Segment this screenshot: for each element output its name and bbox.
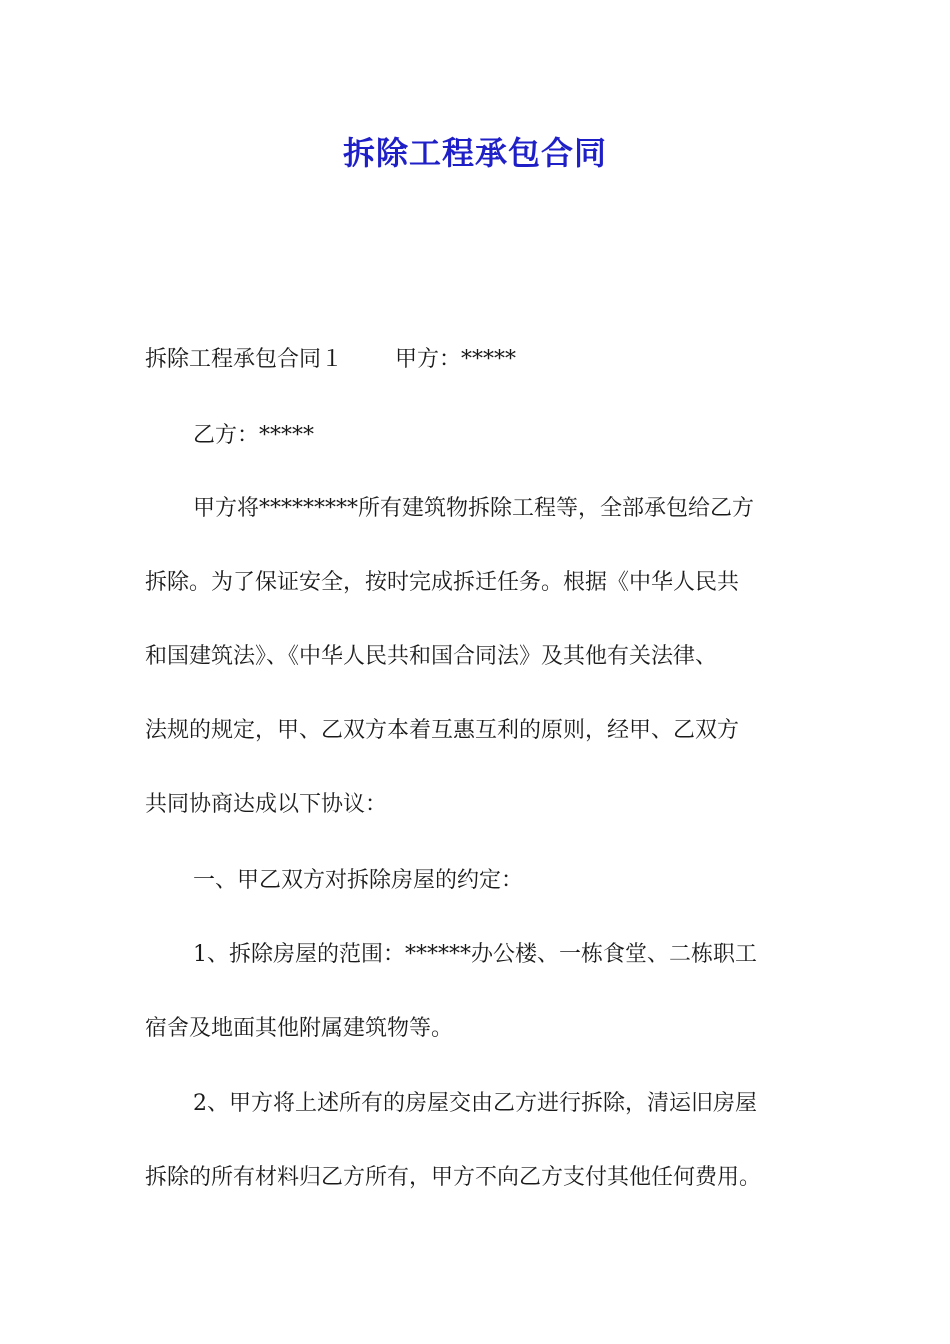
- paragraph-line: 和国建筑法》、《中华人民共和国合同法》及其他有关法律、: [145, 644, 718, 669]
- section-heading: 一、甲乙双方对拆除房屋的约定：: [193, 868, 524, 893]
- paragraph-line: 甲方将*********所有建筑物拆除工程等，全部承包给乙方: [193, 496, 755, 521]
- contract-subtitle: 拆除工程承包合同１: [145, 347, 344, 372]
- paragraph-line: 法规的规定，甲、乙双方本着互惠互利的原则，经甲、乙双方: [145, 718, 740, 743]
- clause-line: 拆除的所有材料归乙方所有，甲方不向乙方支付其他任何费用。: [145, 1165, 762, 1190]
- clause-line: 1、拆除房屋的范围：******办公楼、一栋食堂、二栋职工: [193, 942, 757, 967]
- contract-heading-line: [145, 345, 825, 375]
- party-b: 乙方：*****: [193, 423, 315, 448]
- clause-line: 2、甲方将上述所有的房屋交由乙方进行拆除，清运旧房屋: [193, 1091, 757, 1116]
- document-title: 拆除工程承包合同: [342, 134, 607, 172]
- paragraph-line: 拆除。为了保证安全，按时完成拆迁任务。根据《中华人民共: [145, 570, 740, 595]
- clause-line: 宿舍及地面其他附属建筑物等。: [145, 1016, 454, 1041]
- paragraph-line: 共同协商达成以下协议：: [145, 792, 388, 817]
- party-a: 甲方：*****: [395, 347, 517, 372]
